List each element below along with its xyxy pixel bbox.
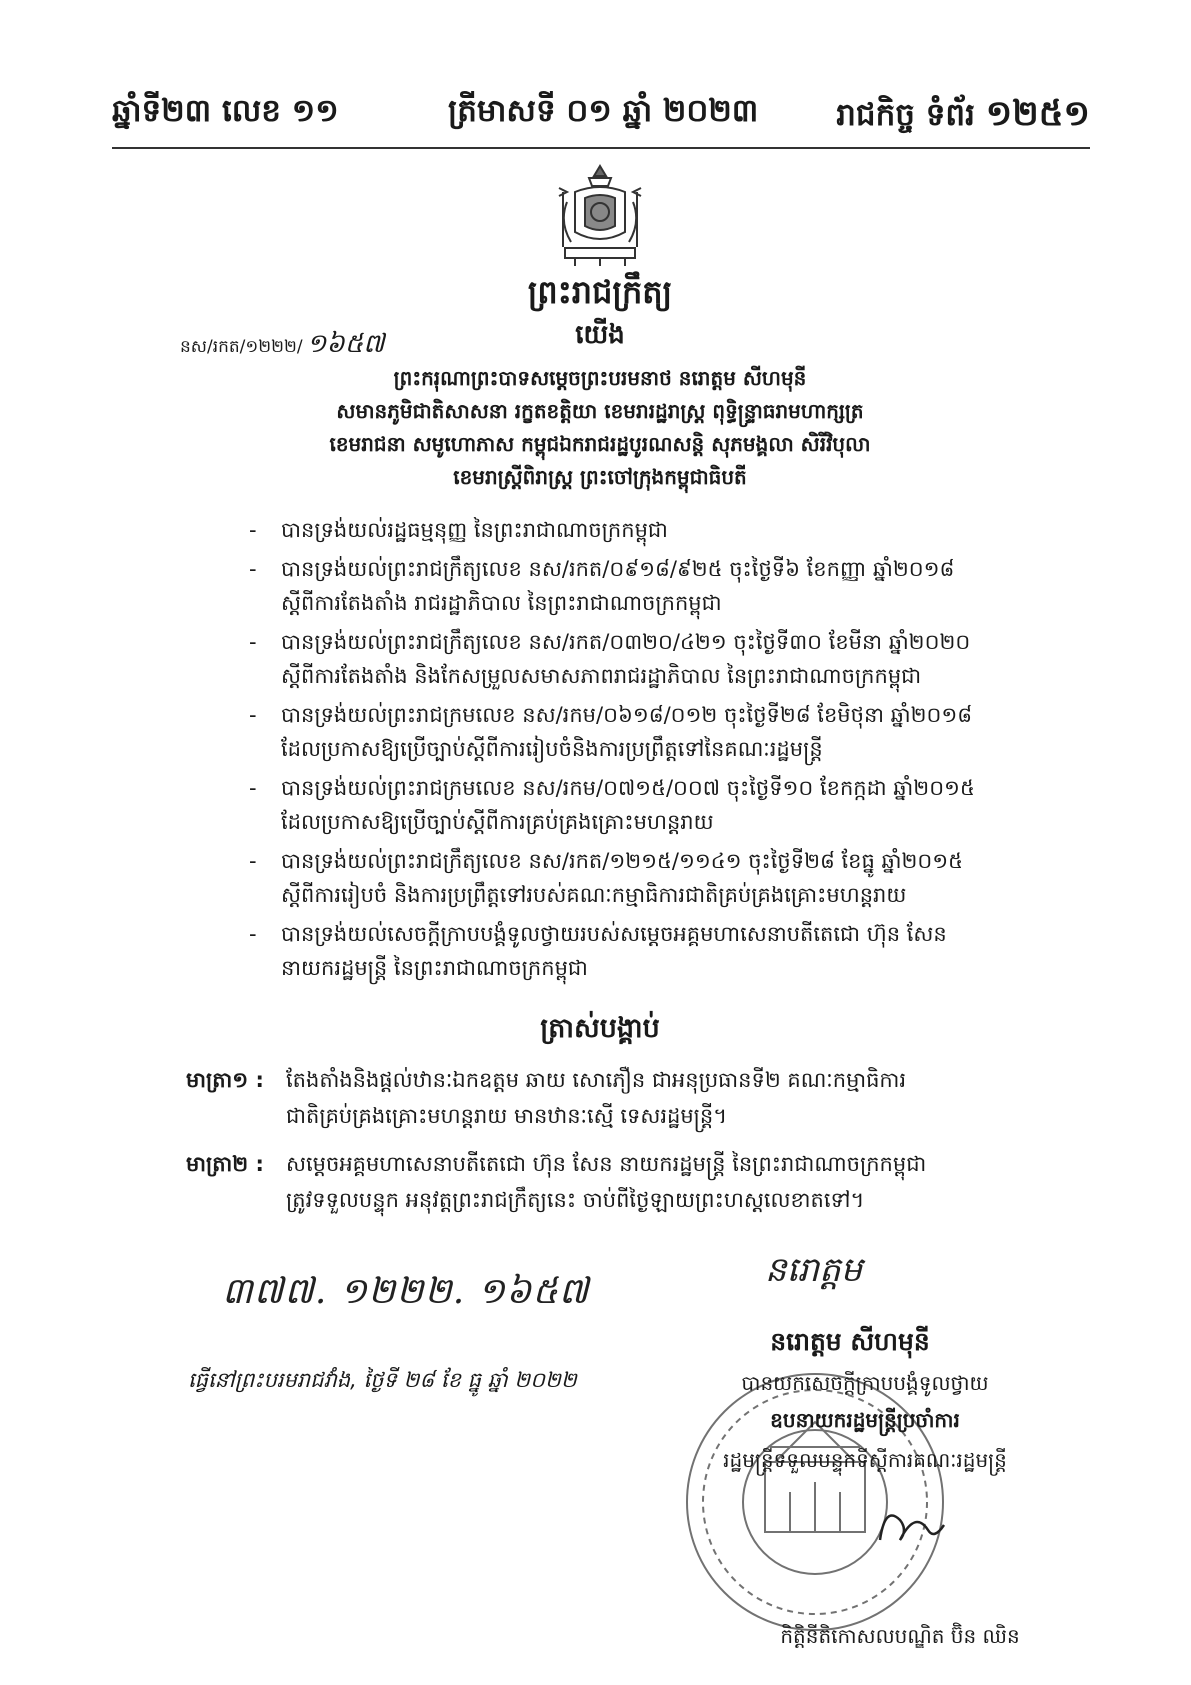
considerations-list <box>245 513 1045 990</box>
gazette-page <box>836 92 1090 143</box>
reference-number-handwritten: ១៦៥៧ <box>306 329 385 359</box>
consideration-item <box>245 698 1045 766</box>
consideration-text: បានទ្រង់យល់សេចក្តីក្រាបបង្គំទូលថ្វាយរបស់សម្តេចអគ្គមហាសេនាបតីតេជោ ហ៊ុន សែន <box>281 922 947 946</box>
consideration-text: បានទ្រង់យល់រដ្ឋធម្មនុញ្ញ នៃព្រះរាជាណាចក្រកម្ពុជា <box>281 518 668 542</box>
king-titles <box>240 362 960 494</box>
decree-reference <box>180 327 384 365</box>
article-2 <box>186 1146 1066 1218</box>
countersign-line: បានយកសេចក្តីក្រាបបង្គំទូលថ្វាយ <box>741 1371 989 1395</box>
king-title-line: សមានភូមិជាតិសាសនា រក្ខតខត្តិយា ខេមរារដ្ឋរាស្ត្រ ពុទ្ធិន្ទ្រាធរាមហាក្សត្រ <box>336 399 864 423</box>
gazette-date: ត្រីមាសទី ០១ ឆ្នាំ ២០២៣ <box>448 93 759 129</box>
king-handwritten-signature: នរោត្តម <box>765 1250 863 1290</box>
handwritten-registration-code: ៣៧៧. ១២២២. ១៦៥៧ <box>222 1271 590 1312</box>
consideration-text: នាយករដ្ឋមន្ត្រី នៃព្រះរាជាណាចក្រកម្ពុជា <box>281 956 588 980</box>
minister-signature-icon <box>870 1495 950 1555</box>
article-text: ត្រូវទទួលបន្ទុក អនុវត្តព្រះរាជក្រឹត្យនេះ ចាប់ពីថ្ងៃឡាយព្រះហស្តលេខាតទៅ។ <box>286 1188 865 1212</box>
consideration-item <box>245 917 1045 985</box>
article-text: តែងតាំងនិងផ្តល់ឋានៈឯកឧត្តម ឆាយ សោភឿន ជាអនុប្រធានទី២ គណៈកម្មាធិការ <box>286 1068 907 1092</box>
gazette-header <box>112 92 1090 142</box>
consideration-item <box>245 771 1045 839</box>
consideration-text: ស្តីពីការតែងតាំង រាជរដ្ឋាភិបាល នៃព្រះរាជាណាចក្រកម្ពុជា <box>281 591 722 615</box>
king-title-line: ខេមរាស្ត្រីពិរាស្ត្រ ព្រះចៅក្រុងកម្ពុជាធិបតី <box>453 465 747 489</box>
gazette-page-number: ១២៥១ <box>985 94 1090 134</box>
consideration-text: បានទ្រង់យល់ព្រះរាជក្រមលេខ នស/រកម/០៧១៥/០០៧ ចុះថ្ងៃទី១០ ខែកក្កដា ឆ្នាំ២០១៥ <box>281 776 975 800</box>
article-label: មាត្រា២ : <box>186 1152 264 1176</box>
king-title-line: ខេមរាជនា សមូហោភាស កម្ពុជឯករាជរដ្ឋបូរណសន្តិ សុភមង្គលា សិរីវិបុលា <box>329 432 871 456</box>
countersign-line: ឧបនាយករដ្ឋមន្ត្រីប្រចាំការ <box>770 1408 960 1432</box>
reference-prefix: នស/រកត/១២២២/ <box>180 337 303 357</box>
article-text: សម្តេចអគ្គមហាសេនាបតីតេជោ ហ៊ុន សែន នាយករដ្ឋមន្ត្រី នៃព្រះរាជាណាចក្រកម្ពុជា <box>286 1152 927 1176</box>
we-heading: យើង <box>575 320 625 350</box>
article-text: ជាតិគ្រប់គ្រងគ្រោះមហន្តរាយ មានឋានៈស្មើ ទេសរដ្ឋមន្ត្រី។ <box>286 1104 728 1128</box>
consideration-text: ស្តីពីការរៀបចំ និងការប្រព្រឹត្តទៅរបស់គណៈកម្មាធិការជាតិគ្រប់គ្រងគ្រោះមហន្តរាយ <box>281 883 907 907</box>
consideration-text: បានទ្រង់យល់ព្រះរាជក្រឹត្យលេខ នស/រកត/០៩១៨/៩២៥ ចុះថ្ងៃទី៦ ខែកញ្ញា ឆ្នាំ២០១៨ <box>281 557 955 581</box>
king-name: នរោត្តម សីហមុនី <box>770 1327 930 1356</box>
consideration-text: ដែលប្រកាសឱ្យប្រើច្បាប់ស្តីពីការគ្រប់គ្រងគ្រោះមហន្តរាយ <box>281 810 714 834</box>
consideration-text: ដែលប្រកាសឱ្យប្រើច្បាប់ស្តីពីការរៀបចំនិងការប្រព្រឹត្តទៅនៃគណៈរដ្ឋមន្ត្រី <box>281 737 823 761</box>
hereby-decrees-heading: ត្រាស់បង្គាប់ <box>540 1013 660 1044</box>
consideration-item <box>245 552 1045 620</box>
consideration-text: ស្តីពីការតែងតាំង និងកែសម្រួលសមាសភាពរាជរដ្ឋាភិបាល នៃព្រះរាជាណាចក្រកម្ពុជា <box>281 664 922 688</box>
article-label: មាត្រា១ : <box>186 1068 264 1092</box>
consideration-item <box>245 625 1045 693</box>
royal-coat-of-arms-icon <box>545 162 655 274</box>
document-title: ព្រះរាជក្រឹត្យ <box>527 273 673 311</box>
consideration-text: បានទ្រង់យល់ព្រះរាជក្រមលេខ នស/រកម/០៦១៨/០១២ ចុះថ្ងៃទី២៨ ខែមិថុនា ឆ្នាំ២០១៨ <box>281 703 973 727</box>
countersign-line: រដ្ឋមន្ត្រីទទួលបន្ទុកទីស្តីការគណៈរដ្ឋមន្ត្រី <box>723 1448 1007 1472</box>
gazette-year-issue: ឆ្នាំទី២៣ លេខ ១១ <box>112 93 339 129</box>
minister-name: កិត្តិនីតិកោសលបណ្ឌិត ប៊ិន ឈិន <box>780 1624 1020 1648</box>
consideration-text: បានទ្រង់យល់ព្រះរាជក្រឹត្យលេខ នស/រកត/១២១៥/១១៤១ ចុះថ្ងៃទី២៨ ខែធ្នូ ឆ្នាំ២០១៥ <box>281 849 964 873</box>
king-title-line: ព្រះករុណាព្រះបាទសម្តេចព្រះបរមនាថ នរោត្តម សីហមុនី <box>393 366 807 390</box>
consideration-text: បានទ្រង់យល់ព្រះរាជក្រឹត្យលេខ នស/រកត/០៣២០/៤២១ ចុះថ្ងៃទី៣០ ខែមីនា ឆ្នាំ២០២០ <box>281 630 971 654</box>
gazette-page-label: រាជកិច្ច ទំព័រ <box>836 97 975 133</box>
article-1 <box>186 1062 1066 1134</box>
consideration-item <box>245 844 1045 912</box>
header-divider <box>112 147 1090 149</box>
place-and-date: ធ្វើនៅព្រះបរមរាជវាំង, ថ្ងៃទី ២៨ ខែ ធ្នូ ឆ្នាំ ២០២២ <box>188 1368 577 1392</box>
consideration-item <box>245 513 1045 547</box>
